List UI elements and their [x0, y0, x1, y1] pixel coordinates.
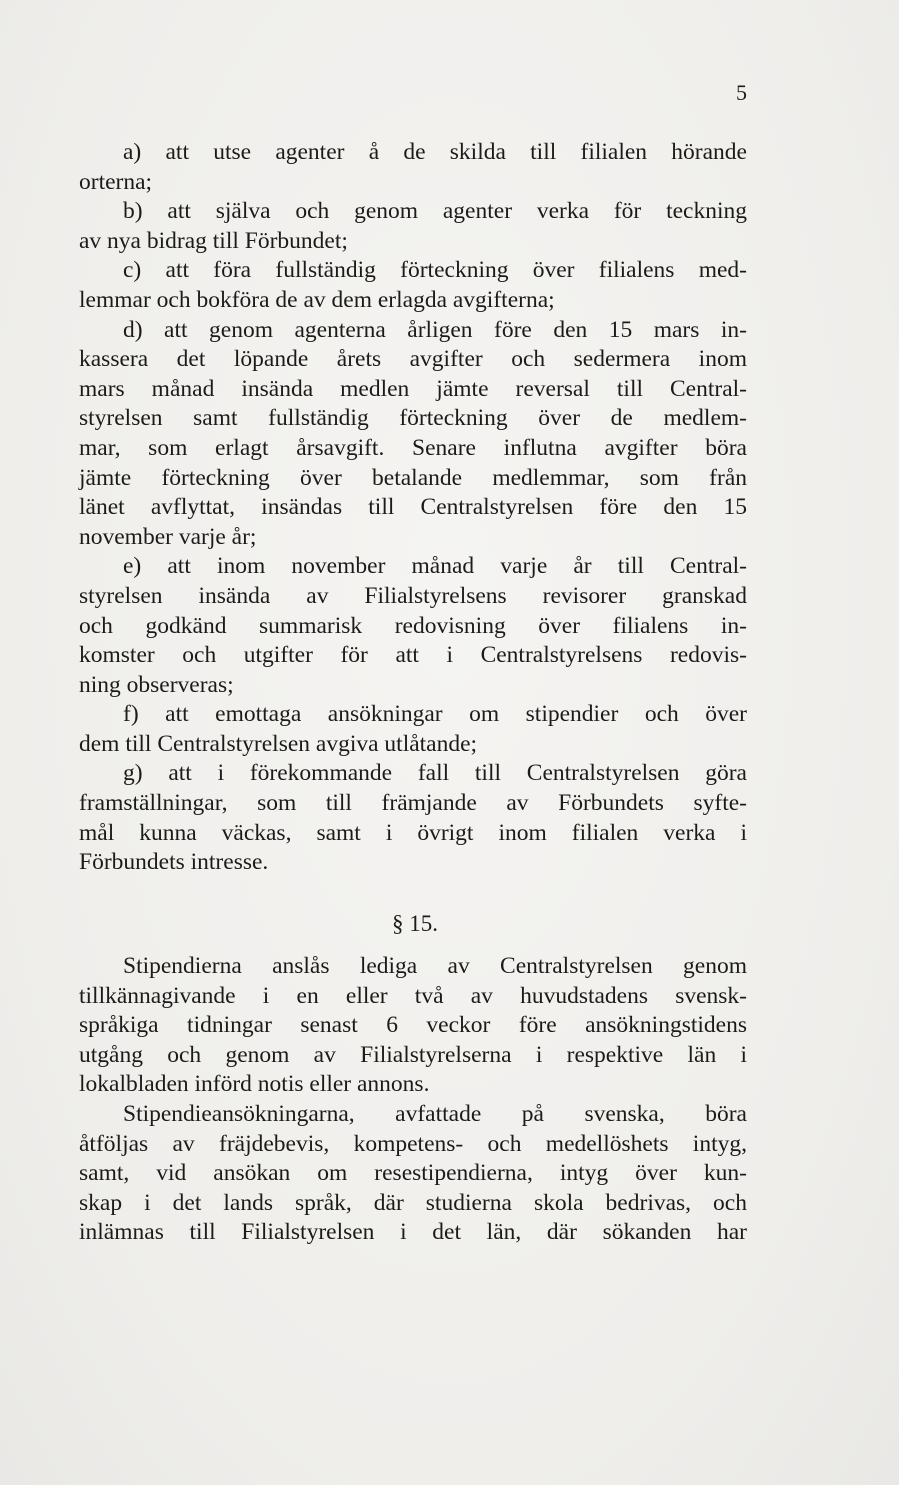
- text-line: Stipendierna anslås lediga av Centralstyrelsen genom: [123, 953, 747, 979]
- text-line: styrelsen samt fullständig förteckning över de medlem-: [79, 405, 747, 432]
- text-line: kassera det löpande årets avgifter och sedermera inom: [79, 346, 747, 373]
- text-line: lemmar och bokföra de av dem erlagda avgifterna;: [79, 286, 555, 313]
- text-line: samt, vid ansökan om resestipendierna, intyg över kun-: [79, 1160, 747, 1187]
- text-line: utgång och genom av Filialstyrelserna i respektive län i: [79, 1041, 747, 1068]
- text-line: e) att inom november månad varje år till Central-: [123, 553, 747, 580]
- text-line: Stipendieansökningarna, avfattade på svenska, böra: [123, 1100, 747, 1127]
- text-line: g) att i förekommande fall till Centralstyrelsen göra: [123, 760, 747, 787]
- text-line: åtföljas av fräjdebevis, kompetens- och medellöshets intyg,: [79, 1130, 747, 1157]
- text-line: skap i det lands språk, där studierna skola bedrivas, och: [79, 1189, 747, 1216]
- text-line: b) att själva och genom agenter verka för teckning: [123, 198, 747, 225]
- text-line: dem till Centralstyrelsen avgiva utlåtande;: [79, 730, 478, 757]
- page-number: 5: [736, 80, 747, 105]
- text-line: styrelsen insända av Filialstyrelsens revisorer granskad: [79, 582, 747, 609]
- text-line: jämte förteckning över betalande medlemmar, som från: [79, 464, 747, 491]
- text-line: länet avflyttat, insändas till Centralstyrelsen före den 15: [79, 494, 747, 521]
- text-line: d) att genom agenterna årligen före den 15 mars in-: [123, 316, 747, 343]
- text-line: tillkännagivande i en eller två av huvudstadens svensk-: [79, 982, 747, 1009]
- section-heading: § 15.: [392, 911, 438, 936]
- text-line: komster och utgifter för att i Centralstyrelsens redovis-: [79, 642, 747, 669]
- text-line: mars månad insända medlen jämte reversal till Central-: [79, 375, 747, 402]
- text-line: mål kunna väckas, samt i övrigt inom filialen verka i: [79, 819, 747, 846]
- paragraph-list-duties: [79, 138, 747, 878]
- text-line: Förbundets intresse.: [79, 849, 269, 876]
- text-line: av nya bidrag till Förbundet;: [79, 227, 348, 254]
- text-line: a) att utse agenter å de skilda till filialen hörande: [123, 139, 747, 165]
- text-line: och godkänd summarisk redovisning över filialens in-: [79, 612, 747, 639]
- text-line: c) att föra fullständig förteckning över filialens med-: [123, 257, 747, 284]
- text-line: framställningar, som till främjande av Förbundets syfte-: [79, 790, 747, 817]
- text-line: lokalbladen införd notis eller annons.: [79, 1071, 430, 1098]
- paragraph-stipends: [79, 952, 747, 1248]
- text-line: språkiga tidningar senast 6 veckor före ansökningstidens: [79, 1012, 747, 1039]
- text-line: inlämnas till Filialstyrelsen i det län, där sökanden har: [79, 1219, 747, 1246]
- text-line: november varje år;: [79, 523, 257, 550]
- text-line: f) att emottaga ansökningar om stipendier och över: [123, 701, 747, 728]
- text-line: orterna;: [79, 168, 153, 195]
- text-line: ning observeras;: [79, 671, 234, 698]
- text-line: mar, som erlagt årsavgift. Senare influtna avgifter böra: [79, 434, 747, 461]
